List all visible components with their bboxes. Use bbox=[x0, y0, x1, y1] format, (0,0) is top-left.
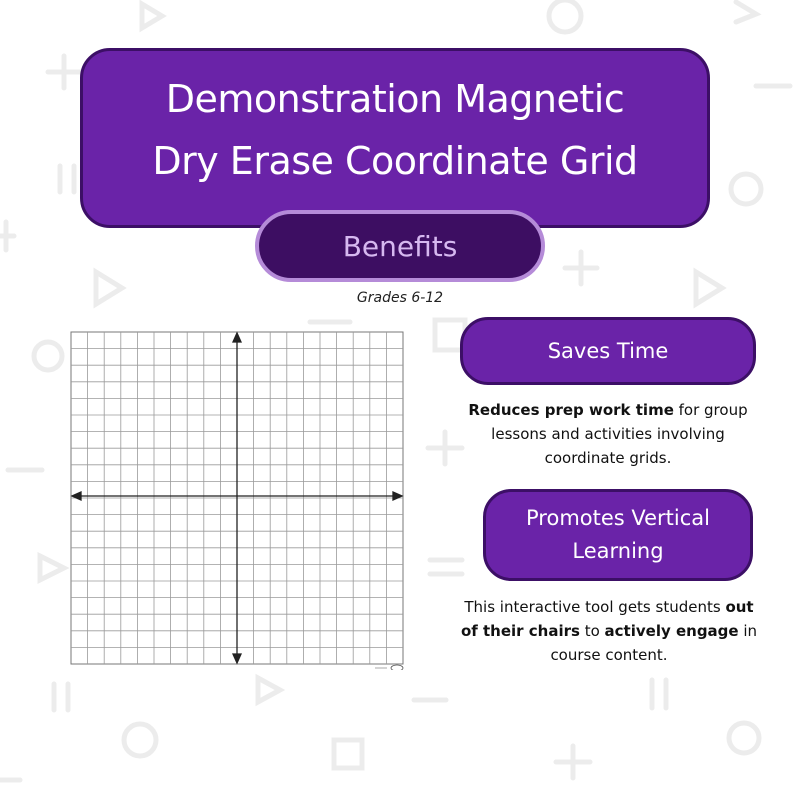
triangle-icon bbox=[96, 272, 122, 304]
plus-icon bbox=[565, 252, 597, 284]
pause-icon bbox=[60, 166, 74, 192]
vertical-desc-bold2: actively engage bbox=[604, 622, 739, 640]
triangle-icon bbox=[40, 556, 64, 580]
vertical-learning-heading-1: Promotes Vertical bbox=[526, 506, 710, 530]
saves-time-desc-bold: Reduces prep work time bbox=[468, 401, 674, 419]
circle-icon bbox=[729, 723, 759, 753]
vertical-desc-bold1: out of their chairs bbox=[460, 598, 754, 640]
title-line-2: Dry Erase Coordinate Grid bbox=[152, 139, 638, 183]
saves-time-description bbox=[452, 398, 764, 470]
triangle-icon bbox=[258, 678, 280, 702]
plus-icon bbox=[556, 746, 590, 778]
grades-label: Grades 6-12 bbox=[356, 290, 444, 306]
title-line-1: Demonstration Magnetic bbox=[165, 77, 625, 121]
pause-icon bbox=[652, 680, 666, 708]
equals-icon bbox=[430, 560, 462, 574]
saves-time-desc-rest: for group lessons and activities involving coordinate grids. bbox=[491, 401, 748, 467]
square-icon bbox=[334, 740, 362, 768]
vertical-desc-part2: to bbox=[579, 622, 605, 640]
saves-time-badge bbox=[460, 317, 756, 385]
plus-icon bbox=[48, 56, 80, 88]
vertical-learning-badge bbox=[483, 489, 753, 581]
triangle-icon bbox=[696, 272, 722, 304]
coordinate-grid bbox=[69, 330, 409, 670]
circle-icon bbox=[124, 724, 156, 756]
circle-icon bbox=[34, 342, 62, 370]
benefits-badge: Benefits bbox=[255, 210, 545, 282]
title-banner bbox=[80, 48, 710, 228]
saves-time-heading: Saves Time bbox=[547, 339, 669, 363]
vertical-learning-heading-2: Learning bbox=[572, 539, 664, 563]
triangle-icon bbox=[736, 2, 756, 22]
vertical-desc-part3: in course content. bbox=[550, 622, 758, 664]
logo-icon bbox=[391, 665, 403, 670]
triangle-icon bbox=[142, 4, 162, 28]
vertical-learning-description bbox=[456, 595, 762, 667]
pause-icon bbox=[54, 684, 68, 710]
circle-icon bbox=[549, 0, 581, 32]
plus-icon bbox=[0, 222, 14, 250]
circle-icon bbox=[731, 174, 761, 204]
coordinate-grid-image bbox=[69, 330, 409, 670]
vertical-desc-part1: This interactive tool gets students bbox=[464, 598, 726, 616]
